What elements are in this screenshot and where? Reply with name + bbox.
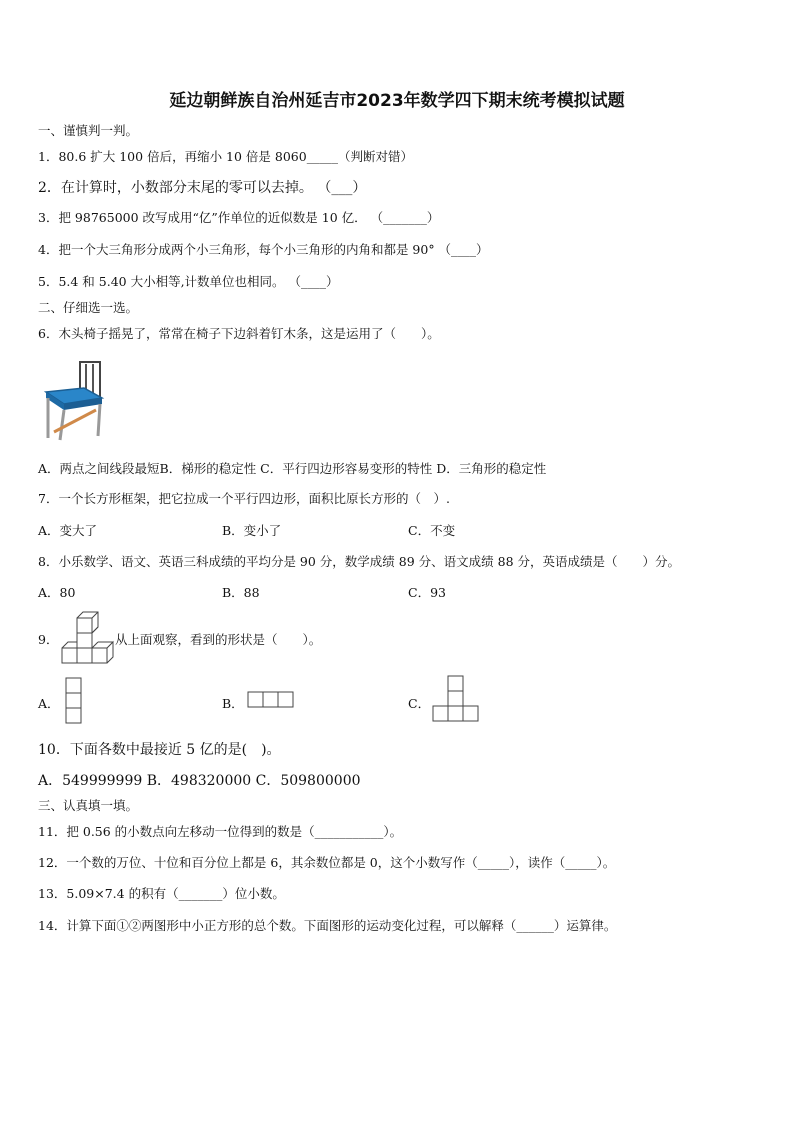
question-9-number: 9． [38,632,59,647]
question-1: 1．80.6 扩大 100 倍后，再缩小 10 倍是 8060_____（判断对错） [38,149,413,164]
chair-illustration [40,356,110,442]
section-1-heading: 一、谨慎判一判。 [38,123,139,138]
question-12: 12．一个数的万位、十位和百分位上都是 6，其余数位都是 0，这个小数写作（_____），读作（_____）。 [38,855,616,870]
question-9-option-b: B． [222,696,244,711]
question-5: 5．5.4 和 5.40 大小相等,计数单位也相同。 （____） [38,274,339,289]
question-7-option-c: C．不变 [408,523,456,538]
question-8: 8．小乐数学、语文、英语三科成绩的平均分是 90 分，数学成绩 89 分、语文成绩 88 分，英语成绩是（ ）分。 [38,554,681,569]
question-6-options: A．两点之间线段最短B．梯形的稳定性 C．平行四边形容易变形的特性 D．三角形的稳定性 [38,461,547,476]
question-7-option-a: A．变大了 [38,523,98,538]
question-11: 11．把 0.56 的小数点向左移动一位得到的数是（___________）。 [38,824,403,839]
question-8-option-a: A．80 [38,585,76,600]
question-10-options: A．549999999 B．498320000 C．509800000 [38,773,361,789]
question-8-option-b: B．88 [222,585,260,600]
option-b-shape [246,690,298,710]
question-7: 7．一个长方形框架，把它拉成一个平行四边形，面积比原长方形的（ ）. [38,491,450,506]
option-c-shape [431,674,483,726]
section-2-heading: 二、仔细选一选。 [38,300,139,315]
question-14: 14．计算下面①②两图形中小正方形的总个数。下面图形的运动变化过程，可以解释（______）运算律。 [38,918,617,933]
question-9-option-a: A． [38,696,60,711]
section-3-heading: 三、认真填一填。 [38,798,139,813]
question-9: 从上面观察，看到的形状是（ ）。 [115,632,322,647]
chair-icon [46,362,102,440]
page-title: 延边朝鲜族自治州延吉市2023年数学四下期末统考模拟试题 [169,91,625,111]
question-3: 3．把 98765000 改写成用“亿”作单位的近似数是 10 亿． （_______） [38,210,440,225]
question-8-option-c: C．93 [408,585,446,600]
question-9-option-c: C． [408,696,431,711]
cube-stack-figure [60,610,116,666]
question-10: 10．下面各数中最接近 5 亿的是( )。 [38,742,281,758]
question-13: 13．5.09×7.4 的积有（_______）位小数。 [38,886,285,901]
question-6: 6．木头椅子摇晃了，常常在椅子下边斜着钉木条，这是运用了（ ）。 [38,326,440,341]
question-4: 4．把一个大三角形分成两个小三角形，每个小三角形的内角和都是 90° （____） [38,242,489,257]
question-7-option-b: B．变小了 [222,523,282,538]
option-a-shape [64,676,84,724]
question-2: 2．在计算时，小数部分末尾的零可以去掉。 （___） [38,180,367,196]
